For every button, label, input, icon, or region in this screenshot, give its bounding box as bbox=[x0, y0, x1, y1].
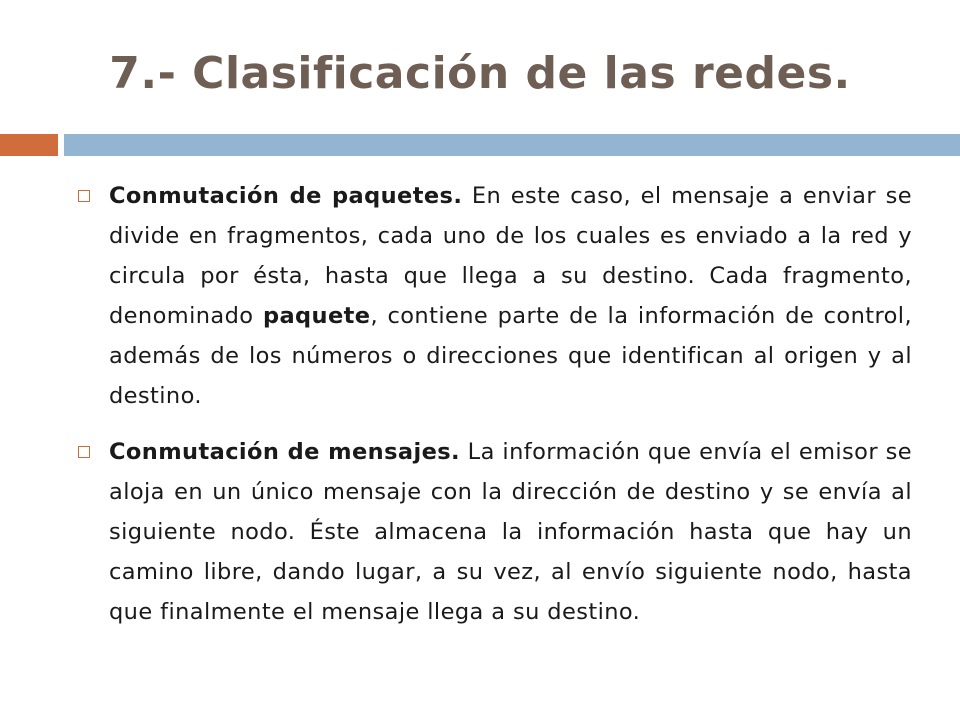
bullet-term: paquete bbox=[262, 303, 371, 329]
bullet-body: En este caso, el mensaje a enviar se divide en fragmentos, cada uno de los cuales es enviado a la red y circula por ésta, hasta que llega a su destino. Cada fragmento, denominado bbox=[109, 183, 912, 329]
bullet-heading: Conmutación de mensajes. bbox=[109, 439, 460, 465]
bullet-item-packet-switching bbox=[72, 176, 912, 416]
bullet-heading: Conmutación de paquetes. bbox=[109, 183, 463, 209]
slide-title: 7.- Clasificación de las redes. bbox=[109, 48, 851, 99]
bullet-text bbox=[109, 176, 912, 416]
bullet-item-message-switching bbox=[72, 432, 912, 632]
title-accent-bar bbox=[0, 134, 58, 156]
bullet-text bbox=[109, 432, 912, 632]
slide-content bbox=[72, 176, 912, 648]
bullet-body: La información que envía el emisor se aloja en un único mensaje con la dirección de destino y se envía al siguiente nodo. Éste almacena la información hasta que hay un camino libre, dando lugar, a su vez, al envío siguiente nodo, hasta que finalmente el mensaje llega a su destino. bbox=[109, 439, 912, 625]
square-bullet-icon bbox=[78, 190, 90, 202]
square-bullet-icon bbox=[78, 446, 90, 458]
bullet-body: , contiene parte de la información de control, además de los números o direcciones que identifican al origen y al destino. bbox=[109, 303, 913, 409]
title-underline-bar bbox=[64, 134, 960, 156]
